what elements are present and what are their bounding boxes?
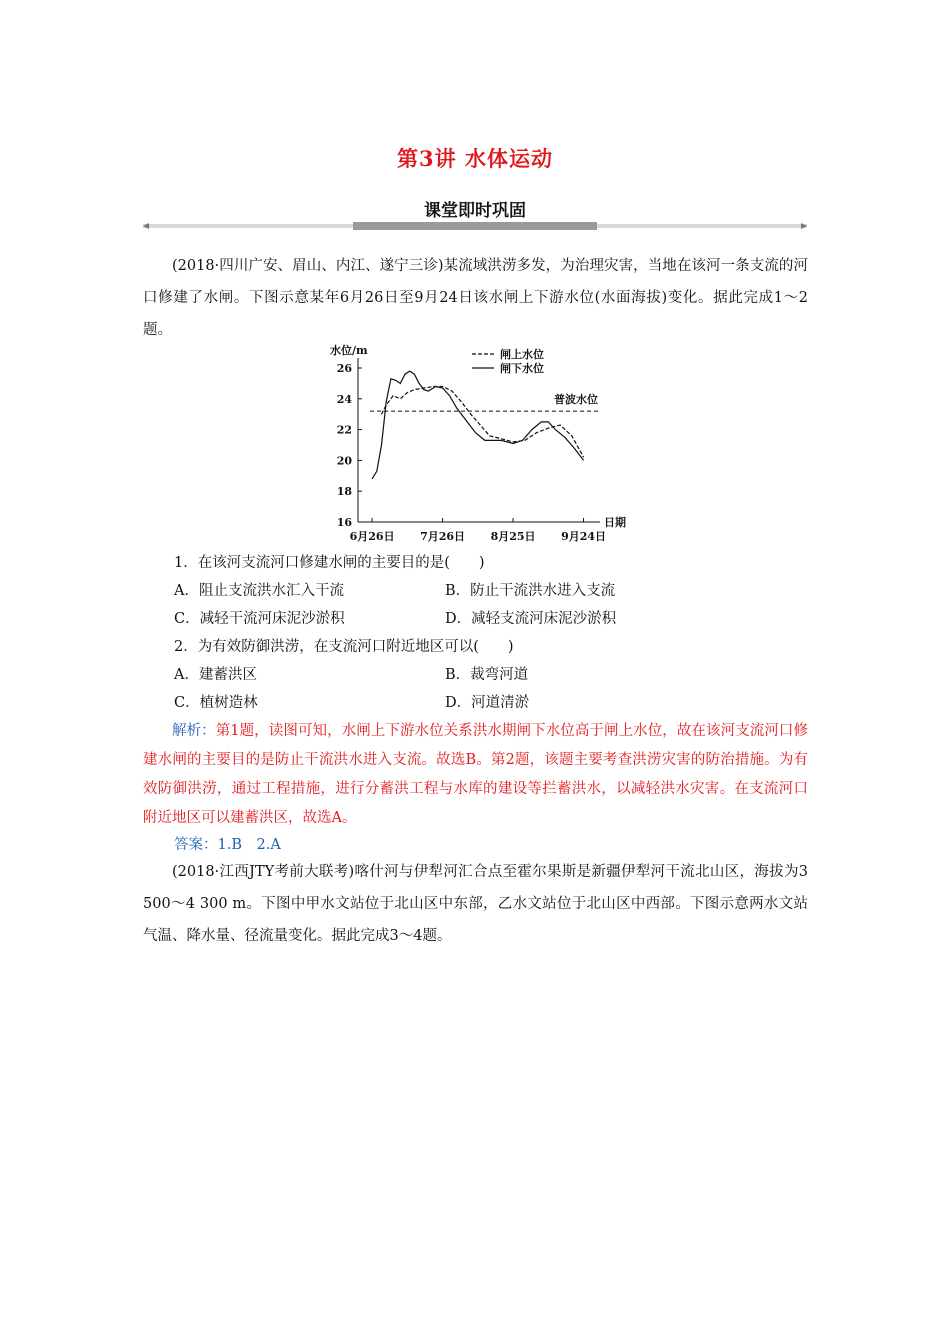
q1-option-a: A．阻止支流洪水汇入干流 xyxy=(174,583,344,599)
x-tick-label: 9月24日 xyxy=(561,530,607,543)
intro-paragraph-2: (2018·江西JTY考前大联考)喀什河与伊犁河汇合点至霍尔果斯是新疆伊犁河干流北山区，海拔为3 500～4 300 m。下图中甲水文站位于北山区中东部，乙水文站位于北山区中西部。下图示意两水文站气温、降水量、径流量变化。据此完成3～4题。 xyxy=(143,864,808,944)
x-tick-label: 8月25日 xyxy=(490,530,536,543)
x-tick-label: 6月26日 xyxy=(349,530,395,543)
q2-option-b: B．裁弯河道 xyxy=(445,667,529,683)
question-2-stem: 2．为有效防御洪涝，在支流河口附近地区可以( ) xyxy=(174,639,514,655)
analysis-paragraph xyxy=(143,717,808,833)
y-tick-label: 18 xyxy=(336,485,352,499)
legend-label: 闸上水位 xyxy=(500,348,544,361)
y-tick-label: 26 xyxy=(336,362,352,375)
y-tick-label: 22 xyxy=(336,423,352,437)
answer-text: 1.B 2.A xyxy=(217,837,281,853)
analysis-text: 第1题，读图可知，水闸上下游水位关系洪水期闸下水位高于闸上水位，故在该河支流河口修建水闸的主要目的是防止干流洪水进入支流。故选B。第2题，该题主要考查洪涝灾害的防治措施。为有效防御洪涝，通过工程措施，进行分蓄洪工程与水库的建设等拦蓄洪水，以减轻洪水灾害。在支流河口附近地区可以建蓄洪区，故选A。 xyxy=(143,723,808,826)
x-tick-label: 7月26日 xyxy=(420,530,466,543)
y-tick-label: 16 xyxy=(336,516,352,529)
q1-option-c: C．减轻干流河床泥沙淤积 xyxy=(174,611,345,627)
y-tick-label: 24 xyxy=(336,392,352,406)
answer-label: 答案： xyxy=(174,837,218,853)
answer-line xyxy=(174,831,281,859)
reference-label: 普波水位 xyxy=(554,393,598,407)
series-line-downstream xyxy=(372,371,583,479)
analysis-label: 解析： xyxy=(172,723,216,739)
question-1-stem: 1．在该河支流河口修建水闸的主要目的是( ) xyxy=(174,555,485,571)
q2-option-c: C．植树造林 xyxy=(174,695,258,711)
banner-title: 课堂即时巩固 xyxy=(424,201,526,221)
x-axis-label: 日期 xyxy=(604,516,626,529)
page-title: 第3讲 水体运动 xyxy=(397,146,553,171)
y-axis-label: 水位/m xyxy=(330,344,368,357)
section-banner xyxy=(143,198,807,232)
q2-option-a: A．建蓄洪区 xyxy=(174,667,257,683)
water-level-chart xyxy=(330,336,640,548)
q1-option-d: D．减轻支流河床泥沙淤积 xyxy=(445,611,617,627)
legend-label: 闸下水位 xyxy=(500,362,544,375)
q2-option-d: D．河道清淤 xyxy=(445,695,530,711)
q1-option-b: B．防止干流洪水进入支流 xyxy=(445,583,616,599)
intro-paragraph-1: (2018·四川广安、眉山、内江、遂宁三诊)某流域洪涝多发，为治理灾害，当地在该河一条支流的河口修建了水闸。下图示意某年6月26日至9月24日该水闸上下游水位(水面海拔)变化。据此完成1～2题。 xyxy=(143,258,808,338)
y-tick-label: 20 xyxy=(336,454,352,468)
